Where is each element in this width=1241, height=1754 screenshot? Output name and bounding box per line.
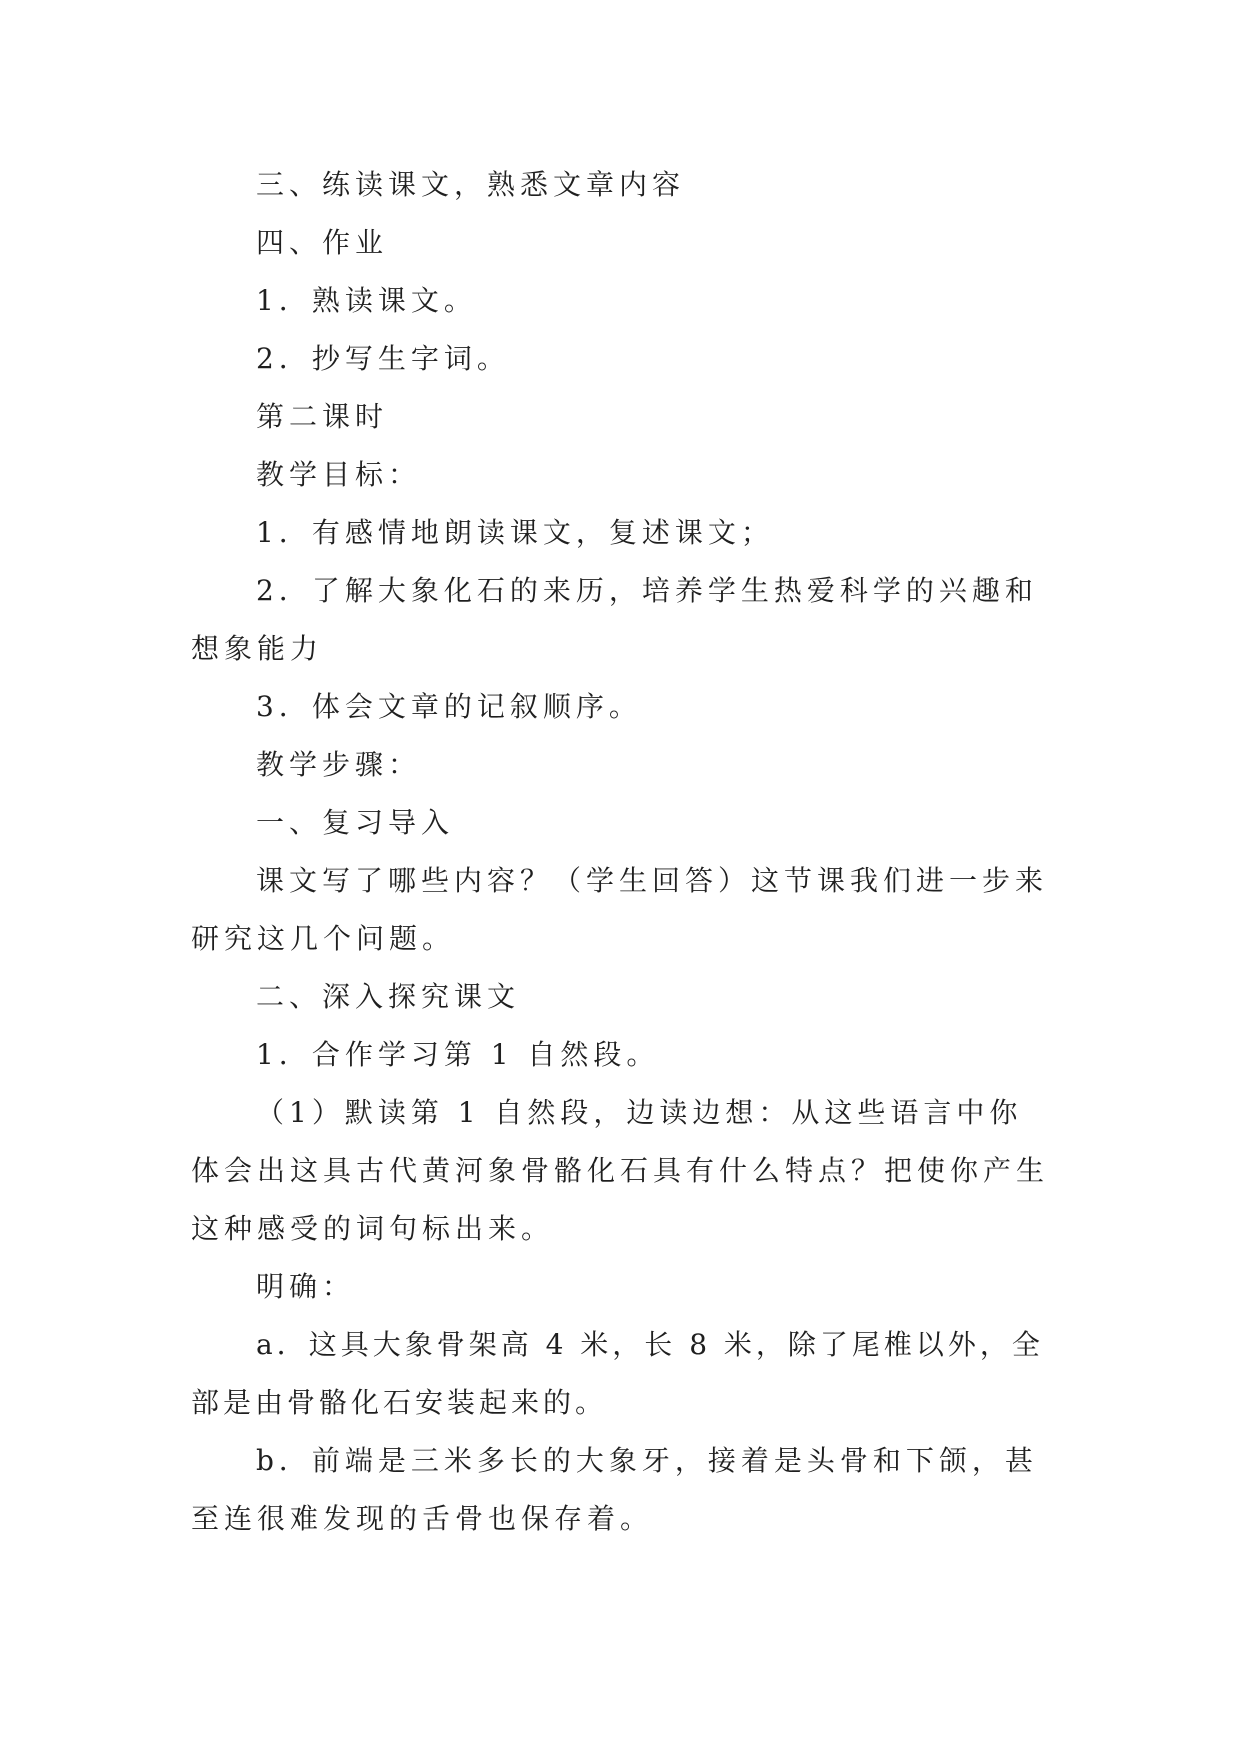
section-heading: 教学步骤：: [256, 748, 422, 781]
section-heading: 一、复习导入: [256, 806, 455, 839]
section-heading: 明确：: [256, 1270, 356, 1303]
list-item: a．这具大象骨架高 4 米，长 8 米，除了尾椎以外，全部是由骨骼化石安装起来的。: [191, 1328, 1044, 1419]
list-item: 3．体会文章的记叙顺序。: [256, 690, 642, 723]
list-item: 2．抄写生字词。: [256, 342, 510, 375]
section-heading: 三、练读课文，熟悉文章内容: [256, 168, 686, 201]
list-item: 1．合作学习第 1 自然段。: [256, 1038, 660, 1071]
body-paragraph: 课文写了哪些内容？（学生回答）这节课我们进一步来研究这几个问题。: [191, 864, 1049, 955]
document-body: [191, 156, 1051, 1548]
list-item: 1．熟读课文。: [256, 284, 477, 317]
section-heading: 二、深入探究课文: [256, 980, 521, 1013]
list-item: 2．了解大象化石的来历，培养学生热爱科学的兴趣和想象能力: [191, 574, 1038, 665]
section-heading: 教学目标：: [256, 458, 422, 491]
list-item: 1．有感情地朗读课文，复述课文；: [256, 516, 774, 549]
list-item: b．前端是三米多长的大象牙，接着是头骨和下颌，甚至连很难发现的舌骨也保存着。: [191, 1444, 1038, 1535]
body-paragraph: （1）默读第 1 自然段，边读边想：从这些语言中你体会出这具古代黄河象骨骼化石具有什么特点？把使你产生这种感受的词句标出来。: [191, 1096, 1050, 1245]
lesson-title: 第二课时: [256, 400, 389, 433]
section-heading: 四、作业: [256, 226, 389, 259]
